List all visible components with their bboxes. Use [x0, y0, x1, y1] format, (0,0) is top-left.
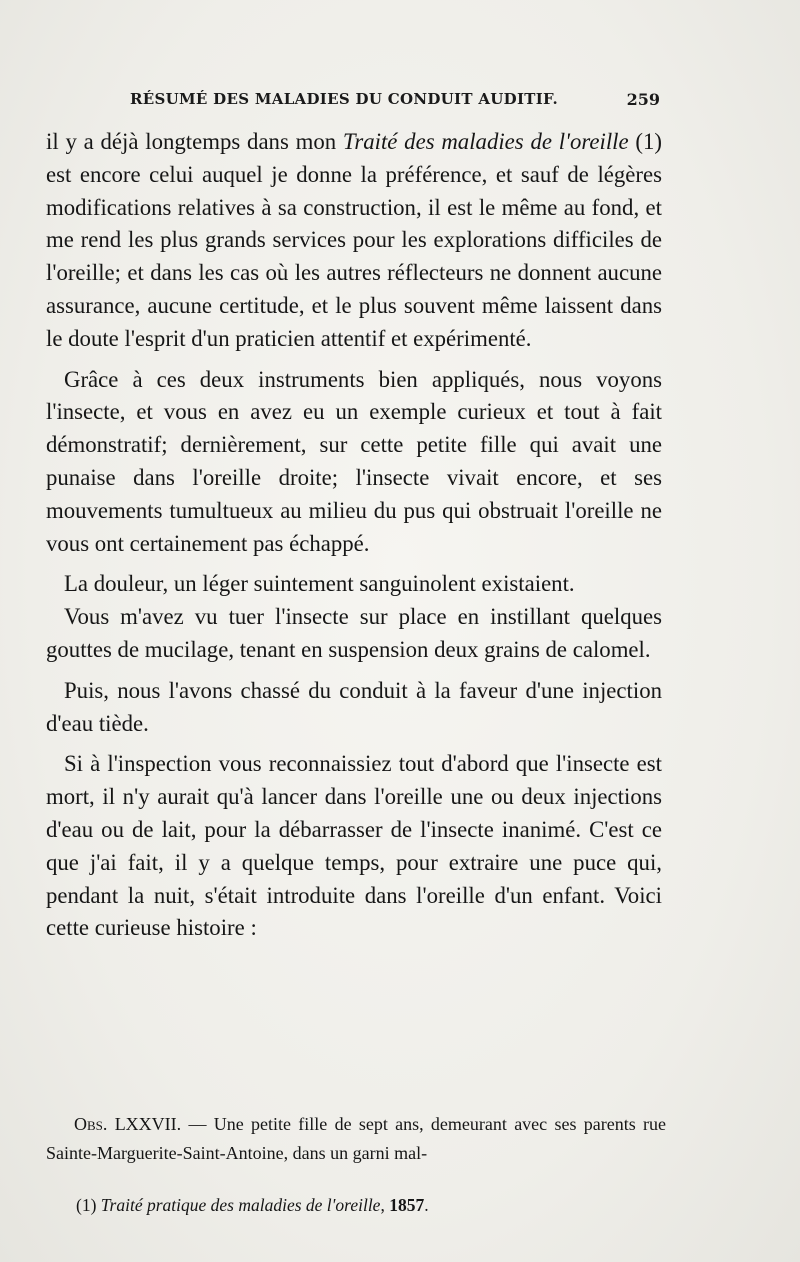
- footnote-comma: ,: [380, 1195, 390, 1215]
- footnote-year: 1857: [389, 1195, 425, 1215]
- paragraph-6: Si à l'inspection vous reconnaissiez tout d'abord que l'insecte est mort, il n'y aurait qu'à lancer dans l'oreille une ou deux injections d'eau ou de lait, pour la débarrasser de l'insecte inanimé. C'est ce que j'ai fait, il y a quelque temps, pour extraire une puce qui, pendant la nuit, s'était introduite dans l'oreille d'un enfant. Voici cette curieuse histoire :: [46, 751, 662, 941]
- page-number: 259: [626, 90, 660, 109]
- observation-text: — Une petite fille de sept ans, demeurant avec ses parents rue Sainte-Marguerite-Saint-Antoine, dans un garni mal-: [46, 1114, 666, 1163]
- footnote-end: .: [424, 1195, 429, 1215]
- observation-label: Obs. LXXVII.: [74, 1114, 182, 1134]
- observation-paragraph: [46, 1110, 666, 1168]
- paragraph-1-start: il y a déjà longtemps dans mon: [46, 129, 343, 154]
- running-header: RÉSUMÉ DES MALADIES DU CONDUIT AUDITIF.: [130, 90, 559, 108]
- paragraph-2: Grâce à ces deux instruments bien appliqués, nous voyons l'insecte, et vous en avez eu un exemple curieux et tout à fait démonstratif; dernièrement, sur cette petite fille qui avait une punaise dans l'oreille droite; l'insecte vivait encore, et ses mouvements tumultueux au milieu du pus qui obstruait l'oreille ne vous ont certainement pas échappé.: [46, 366, 662, 556]
- paragraph-3: La douleur, un léger suintement sanguinolent existaient.: [64, 571, 575, 597]
- footnote: [76, 1195, 676, 1216]
- paragraph-1: [46, 126, 662, 356]
- paragraph-5: Puis, nous l'avons chassé du conduit à la faveur d'une injection d'eau tiède.: [46, 677, 662, 736]
- footnote-title: Traité pratique des maladies de l'oreille: [100, 1195, 381, 1215]
- footnote-marker: (1): [76, 1195, 101, 1215]
- body-text: [46, 126, 662, 945]
- book-title-italic: Traité des maladies de l'oreille: [342, 129, 629, 154]
- paragraph-1-rest: (1) est encore celui auquel je donne la préférence, et sauf de légères modifications relatives à sa construction, il est le même au fond, et me rend les plus grands services pour les explorations difficiles de l'oreille; et dans les cas où les autres réflecteurs ne donnent aucune assurance, aucune certitude, et le plus souvent même laissent dans le doute l'esprit d'un praticien attentif et expérimenté.: [46, 129, 662, 351]
- paragraph-4: Vous m'avez vu tuer l'insecte sur place en instillant quelques gouttes de mucilage, tenant en suspension deux grains de calomel.: [46, 604, 662, 662]
